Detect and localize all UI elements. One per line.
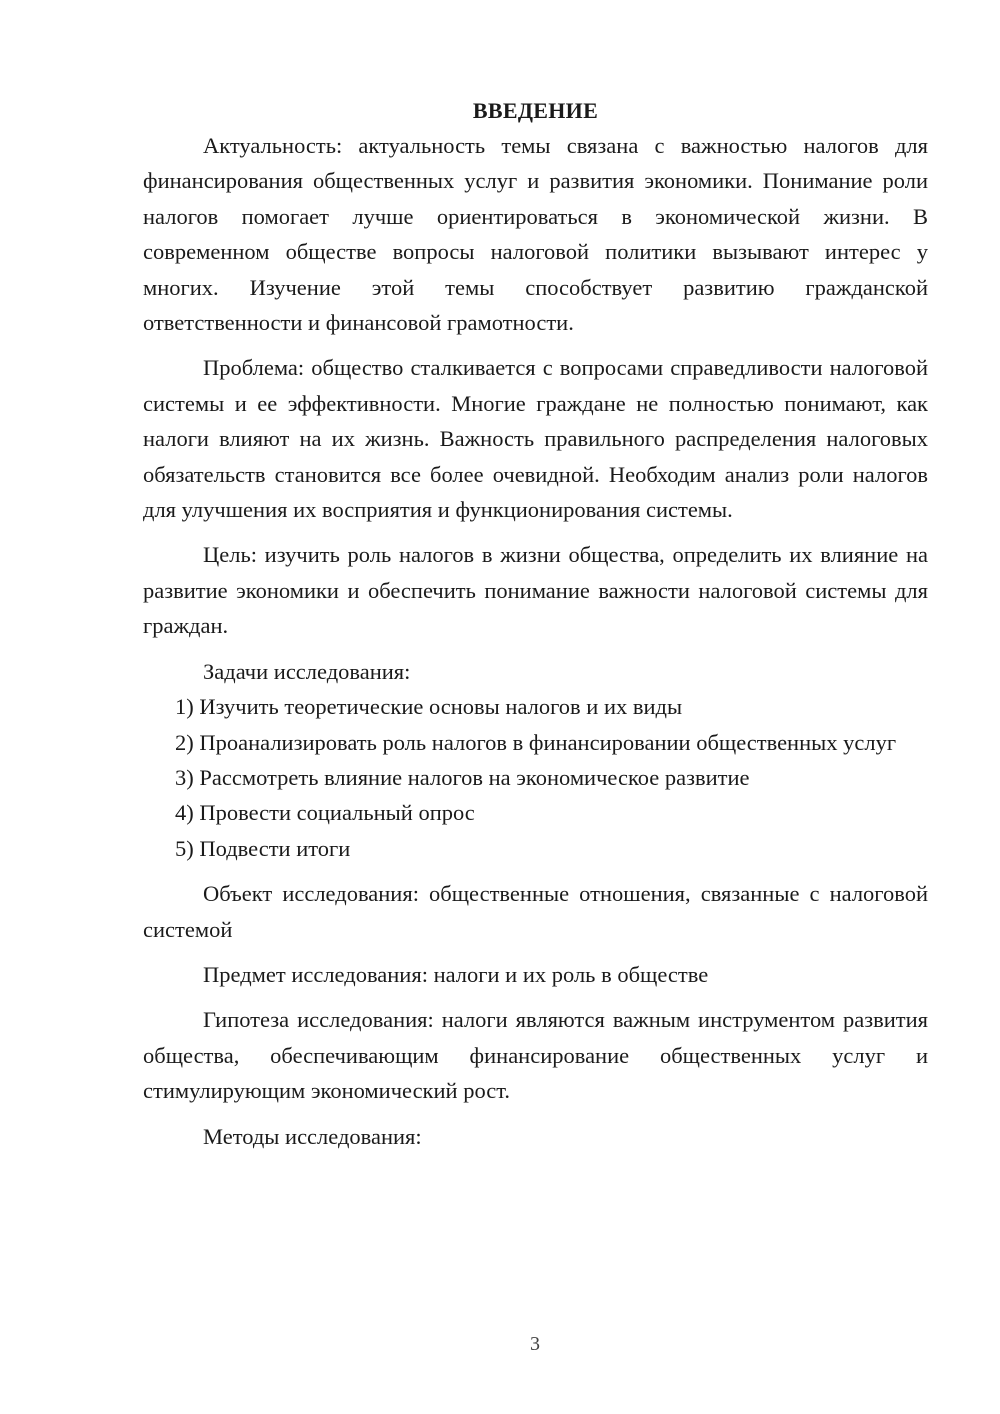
list-item: 3) Рассмотреть влияние налогов на экономическое развитие [175,764,750,790]
hypothesis-paragraph: Гипотеза исследования: налоги являются важным инструментом развития общества, обеспечивающим финансирование общественных услуг и стимулирующим экономический рост. [143,1007,928,1104]
page-number: 3 [530,1333,540,1355]
list-item: 2) Проанализировать роль налогов в финансировании общественных услуг [175,729,897,755]
list-item: 5) Подвести итоги [175,835,351,861]
document-page [143,93,928,1154]
page-title: ВВЕДЕНИЕ [472,98,599,123]
list-item: 1) Изучить теоретические основы налогов и их виды [175,694,683,720]
subject-paragraph: Предмет исследования: налоги и их роль в обществе [203,961,709,987]
relevance-paragraph: Актуальность: актуальность темы связана с важностью налогов для финансирования общественных услуг и развития экономики. Понимание роли налогов помогает лучше ориентироваться в экономической жизни. В современном обществе вопросы налоговой политики вызывают интерес у многих. Изучение этой темы способствует развитию гражданской ответственности и финансовой грамотности. [143,133,928,336]
tasks-list [143,689,928,866]
object-paragraph: Объект исследования: общественные отношения, связанные с налоговой системой [143,881,928,942]
list-item: 4) Провести социальный опрос [175,800,475,826]
problem-paragraph: Проблема: общество сталкивается с вопросами справедливости налоговой системы и ее эффективности. Многие граждане не полностью понимают, как налоги влияют на их жизнь. Важность правильного распределения налоговых обязательств становится все более очевидной. Необходим анализ роли налогов для улучшения их восприятия и функционирования системы. [143,355,928,523]
methods-heading: Методы исследования: [203,1123,422,1149]
goal-paragraph: Цель: изучить роль налогов в жизни общества, определить их влияние на развитие экономики и обеспечить понимание важности налоговой системы для граждан. [143,542,928,639]
tasks-heading: Задачи исследования: [203,658,411,684]
